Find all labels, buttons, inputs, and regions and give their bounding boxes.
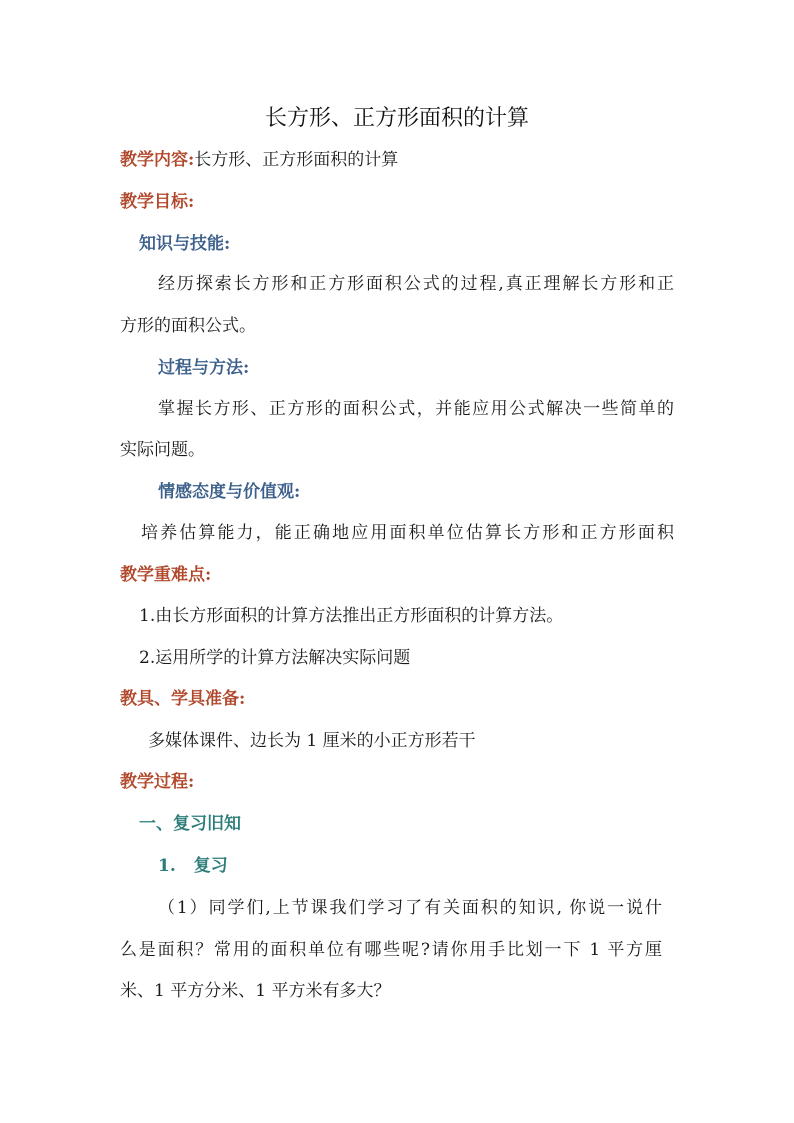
knowledge-skills-line2: 方形的面积公式。 <box>120 316 256 336</box>
attitude-values-line1: 培养估算能力，能正确地应用面积单位估算长方形和正方形面积 <box>141 523 674 543</box>
review-paragraph-line1: （1）同学们,上节课我们学习了有关面积的知识, 你说一说什 <box>158 898 662 918</box>
review-step-label: 复习 <box>193 856 228 876</box>
teaching-goals-label: 教学目标: <box>120 192 195 212</box>
key-point-item-2: 2.运用所学的计算方法解决实际问题 <box>139 648 411 668</box>
teaching-content-value: 长方形、正方形面积的计算 <box>194 150 399 170</box>
key-point-item-1: 1.由长方形面积的计算方法推出正方形面积的计算方法。 <box>139 606 564 626</box>
teaching-content-label: 教学内容: <box>120 150 195 170</box>
knowledge-skills-label: 知识与技能: <box>139 234 231 254</box>
review-paragraph-line3: 米、1 平方分米、1 平方米有多大？ <box>120 981 391 1001</box>
review-step-row <box>158 854 228 878</box>
process-methods-line2: 实际问题。 <box>120 440 205 460</box>
process-methods-label: 过程与方法: <box>158 358 250 378</box>
materials-value: 多媒体课件、边长为 1 厘米的小正方形若干 <box>148 731 476 751</box>
attitude-values-label: 情感态度与价值观: <box>158 482 301 502</box>
materials-label: 教具、学具准备: <box>120 689 246 709</box>
review-step-number: 1. <box>158 856 176 876</box>
process-methods-line1: 掌握长方形、正方形的面积公式，并能应用公式解决一些简单的 <box>158 399 674 419</box>
key-points-label: 教学重难点: <box>120 565 212 585</box>
document-title: 长方形、正方形面积的计算 <box>264 106 529 131</box>
knowledge-skills-line1: 经历探索长方形和正方形面积公式的过程,真正理解长方形和正 <box>158 274 674 294</box>
procedure-label: 教学过程: <box>120 772 195 792</box>
section-review-heading: 一、复习旧知 <box>139 814 241 834</box>
teaching-content-row <box>120 148 398 172</box>
review-paragraph-line2: 么是面积？常用的面积单位有哪些呢?请你用手比划一下 1 平方厘 <box>120 940 662 960</box>
